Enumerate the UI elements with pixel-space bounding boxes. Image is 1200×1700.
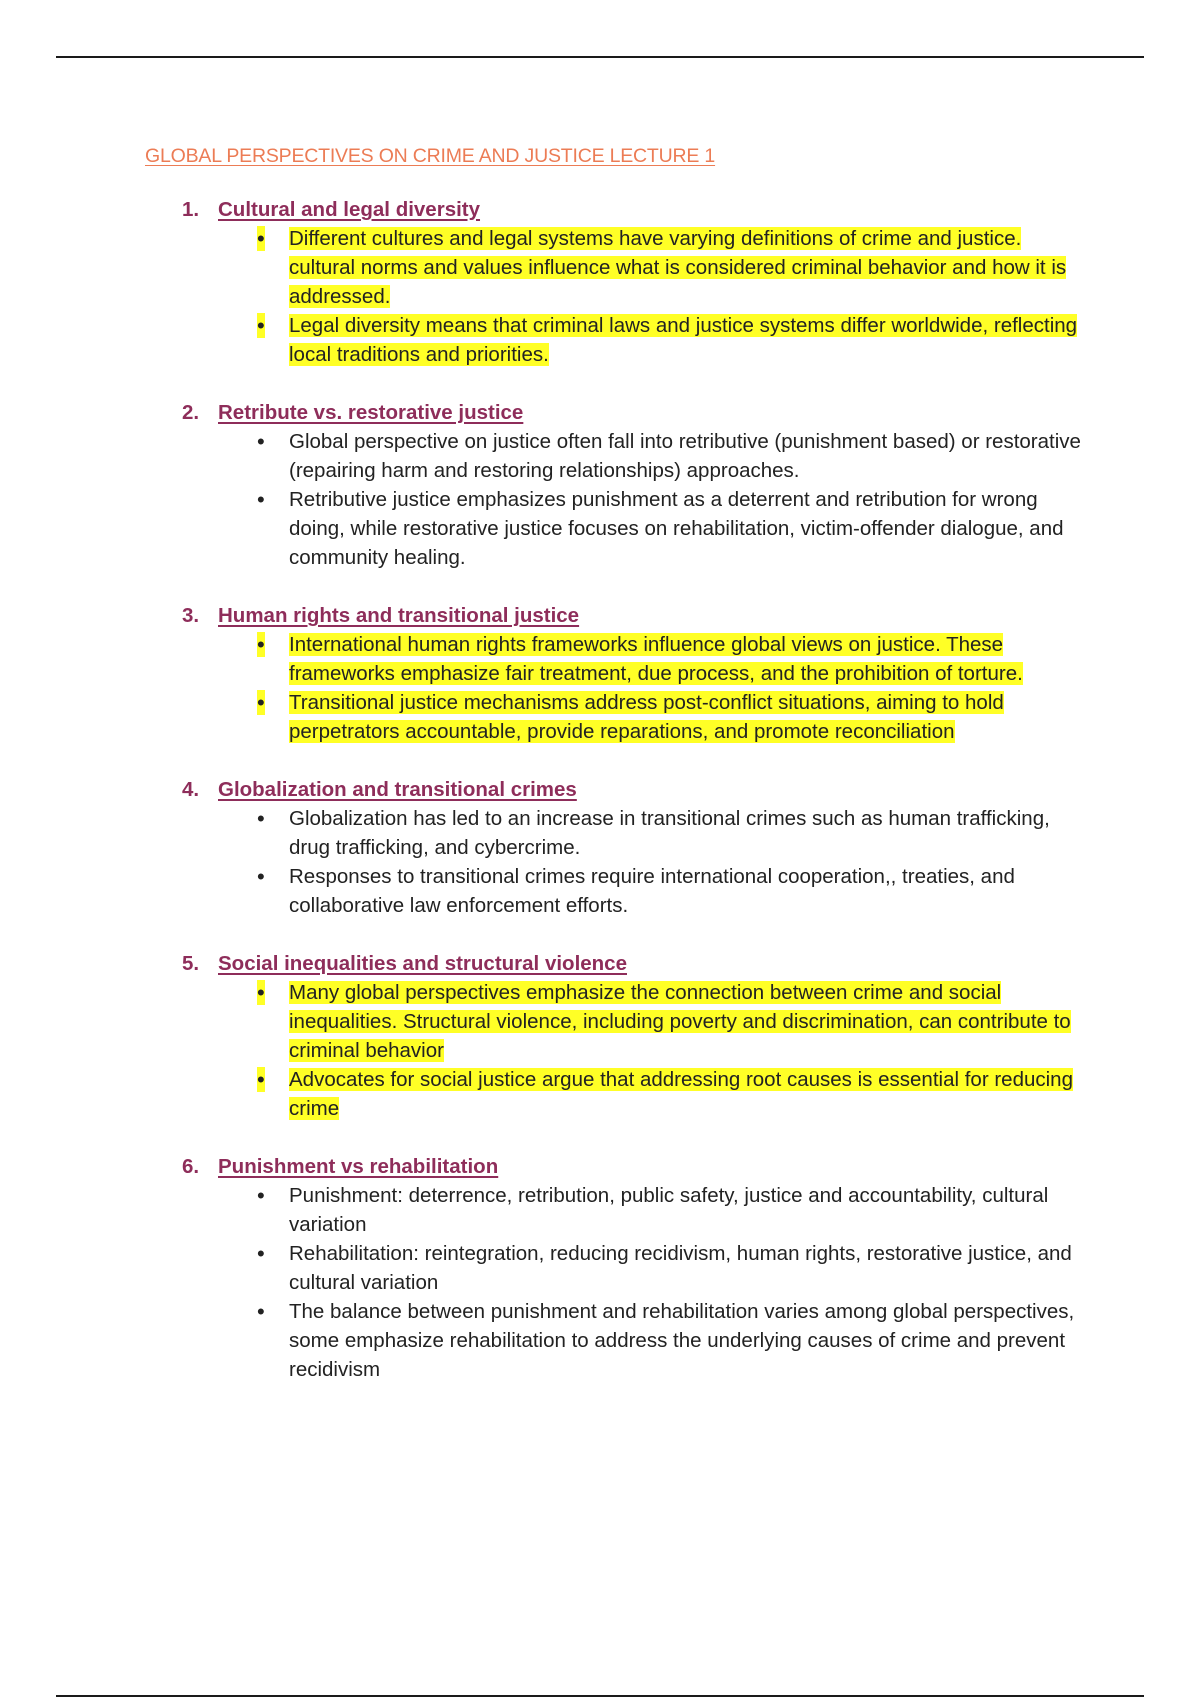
bullet-icon: [253, 688, 289, 717]
bullet-text: [289, 688, 1085, 746]
bullet-icon: [253, 224, 289, 253]
section-title: Human rights and transitional justice: [218, 604, 580, 627]
bullet-text: [289, 485, 1085, 572]
bullet-glyph: •: [257, 226, 265, 251]
section-2: [145, 399, 1085, 572]
bullet-glyph: •: [257, 864, 265, 889]
bullet-item: [253, 630, 1085, 688]
section-list: [145, 196, 1085, 1384]
header-rule: [56, 56, 1144, 58]
bullet-icon: [253, 1181, 289, 1210]
bullet-text: [289, 427, 1085, 485]
bullet-item: [253, 224, 1085, 311]
bullet-glyph: •: [257, 806, 265, 831]
bullet-glyph: •: [257, 429, 265, 454]
section-title: Globalization and transitional crimes: [218, 778, 577, 801]
bullet-text: [289, 1181, 1085, 1239]
bullet-icon: [253, 1297, 289, 1326]
bullet-icon: [253, 1239, 289, 1268]
bullet-icon: [253, 427, 289, 456]
bullet-icon: [253, 311, 289, 340]
section-title: Retribute vs. restorative justice: [218, 401, 524, 424]
bullet-glyph: •: [257, 632, 265, 657]
bullet-icon: [253, 862, 289, 891]
section-heading: [182, 1153, 1085, 1181]
bullet-text: [289, 862, 1085, 920]
section-number: 2.: [182, 401, 200, 424]
bullet-item: [253, 427, 1085, 485]
bullet-text-content: Global perspective on justice often fall into retributive (punishment based) or restorative (repairing harm and restoring relationships) approaches.: [289, 430, 1081, 482]
bullet-item: [253, 1065, 1085, 1123]
section-number: 3.: [182, 604, 200, 627]
bullet-item: [253, 485, 1085, 572]
section-6: [145, 1153, 1085, 1384]
section-title: Social inequalities and structural violence: [218, 952, 627, 975]
bullet-list: [145, 1181, 1085, 1384]
section-number: 1.: [182, 198, 200, 221]
bullet-text-content: International human rights frameworks influence global views on justice. These frameworks emphasize fair treatment, due process, and the prohibition of torture.: [289, 633, 1023, 685]
bullet-text: [289, 978, 1085, 1065]
bullet-list: [145, 427, 1085, 572]
section-number: 4.: [182, 778, 200, 801]
bullet-glyph: •: [257, 1067, 265, 1092]
bullet-glyph: •: [257, 690, 265, 715]
section-title: Punishment vs rehabilitation: [218, 1155, 499, 1178]
bullet-icon: [253, 1065, 289, 1094]
bullet-text-content: Legal diversity means that criminal laws and justice systems differ worldwide, reflecting local traditions and priorities.: [289, 314, 1078, 366]
bullet-item: [253, 862, 1085, 920]
bullet-item: [253, 688, 1085, 746]
section-heading: [182, 602, 1085, 630]
bullet-text-content: The balance between punishment and rehabilitation varies among global perspectives, some emphasize rehabilitation to address the underlying causes of crime and prevent recidivism: [289, 1300, 1075, 1381]
section-heading: [182, 196, 1085, 224]
bullet-text-content: Different cultures and legal systems have varying definitions of crime and justice. cultural norms and values influence what is considered criminal behavior and how it is addressed.: [289, 227, 1067, 308]
bullet-item: [253, 978, 1085, 1065]
bullet-item: [253, 804, 1085, 862]
bullet-glyph: •: [257, 1183, 265, 1208]
bullet-glyph: •: [257, 1299, 265, 1324]
section-number: 5.: [182, 952, 200, 975]
document-body: [145, 145, 1085, 1414]
bullet-text-content: Rehabilitation: reintegration, reducing recidivism, human rights, restorative justice, and cultural variation: [289, 1242, 1072, 1294]
bullet-text: [289, 630, 1085, 688]
section-number: 6.: [182, 1155, 200, 1178]
bullet-text: [289, 311, 1085, 369]
bullet-glyph: •: [257, 980, 265, 1005]
bullet-text: [289, 1065, 1085, 1123]
bullet-text: [289, 1239, 1085, 1297]
section-4: [145, 776, 1085, 920]
section-title: Cultural and legal diversity: [218, 198, 481, 221]
bullet-glyph: •: [257, 487, 265, 512]
bullet-text: [289, 224, 1085, 311]
bullet-text-content: Responses to transitional crimes require international cooperation,, treaties, and collaborative law enforcement efforts.: [289, 865, 1015, 917]
bullet-text-content: Advocates for social justice argue that addressing root causes is essential for reducing crime: [289, 1068, 1073, 1120]
bullet-glyph: •: [257, 313, 265, 338]
bullet-icon: [253, 978, 289, 1007]
section-5: [145, 950, 1085, 1123]
bullet-item: [253, 1181, 1085, 1239]
section-1: [145, 196, 1085, 369]
bullet-text-content: Many global perspectives emphasize the connection between crime and social inequalities. Structural violence, including poverty and discrimination, can contribute to criminal behavior: [289, 981, 1071, 1062]
bullet-list: [145, 630, 1085, 746]
bullet-item: [253, 1239, 1085, 1297]
bullet-list: [145, 804, 1085, 920]
bullet-text: [289, 1297, 1085, 1384]
bullet-text-content: Punishment: deterrence, retribution, public safety, justice and accountability, cultural variation: [289, 1184, 1049, 1236]
bullet-text-content: Retributive justice emphasizes punishment as a deterrent and retribution for wrong doing, while restorative justice focuses on rehabilitation, victim-offender dialogue, and community healing.: [289, 488, 1064, 569]
bullet-text-content: Transitional justice mechanisms address post-conflict situations, aiming to hold perpetrators accountable, provide reparations, and promote reconciliation: [289, 691, 1004, 743]
section-heading: [182, 399, 1085, 427]
bullet-text: [289, 804, 1085, 862]
document-title: GLOBAL PERSPECTIVES ON CRIME AND JUSTICE LECTURE 1: [145, 145, 716, 167]
bullet-glyph: •: [257, 1241, 265, 1266]
bullet-list: [145, 224, 1085, 369]
footer-rule: [56, 1695, 1144, 1697]
bullet-icon: [253, 485, 289, 514]
bullet-icon: [253, 630, 289, 659]
section-heading: [182, 776, 1085, 804]
bullet-item: [253, 311, 1085, 369]
section-heading: [182, 950, 1085, 978]
bullet-text-content: Globalization has led to an increase in transitional crimes such as human trafficking, drug trafficking, and cybercrime.: [289, 807, 1050, 859]
bullet-list: [145, 978, 1085, 1123]
section-3: [145, 602, 1085, 746]
bullet-icon: [253, 804, 289, 833]
bullet-item: [253, 1297, 1085, 1384]
